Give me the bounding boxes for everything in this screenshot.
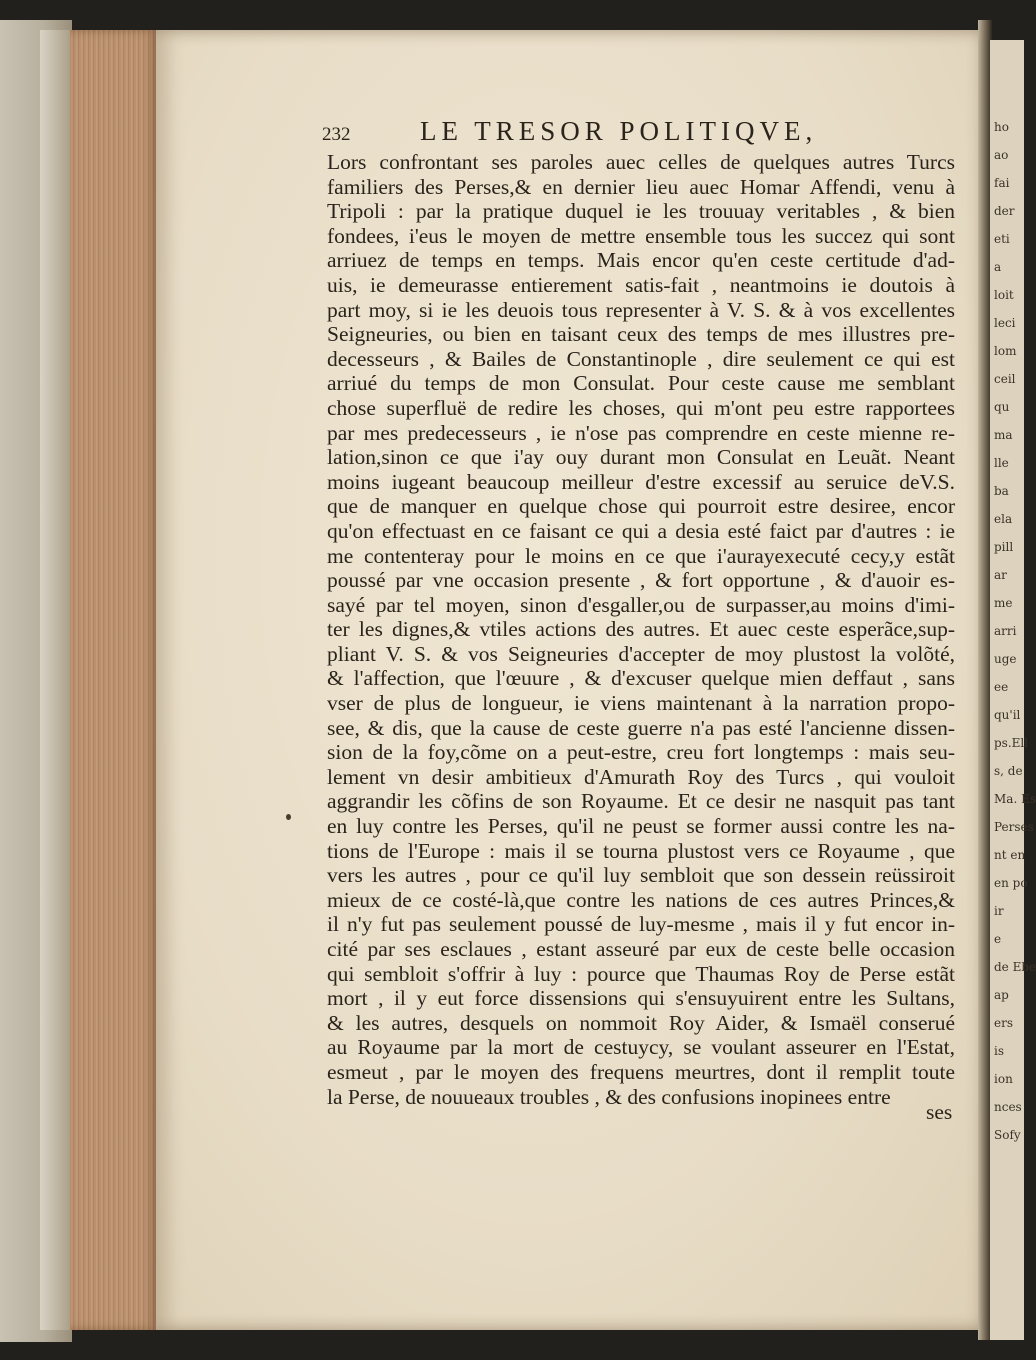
facing-page-text-fragment: ela [994, 512, 1013, 526]
facing-page-text-fragment: is [994, 1044, 1004, 1058]
facing-page-text-fragment: Ma. Es [994, 792, 1036, 806]
text-line: moins iugeant beaucoup meilleur d'estre excessif au seruice deV.S. [327, 469, 955, 494]
running-head-title: LE TRESOR POLITIQVE, [420, 116, 818, 146]
page-block-edges [70, 30, 158, 1330]
facing-page-text-fragment: nt en [994, 848, 1026, 862]
text-line: il n'y fut pas seulement poussé de luy-mesme , mais il y fut encor in- [327, 912, 955, 937]
facing-page-text-fragment: ba [994, 484, 1009, 498]
text-line: vser de plus de longueur, ie viens maintenant à la narration propo- [327, 691, 955, 716]
facing-page-text-fragment: uge [994, 652, 1017, 666]
facing-page-text-fragment: ma [994, 428, 1013, 442]
text-line: familiers des Perses,& en dernier lieu auec Homar Affendi, venu à [327, 174, 955, 199]
facing-page-text-fragment: e [994, 932, 1002, 946]
facing-page-text-fragment: nces [994, 1100, 1022, 1114]
text-line: ter les dignes,& vtiles actions des autres. Et auec ceste esperãce,sup- [327, 617, 955, 642]
text-line: mieux de ce costé-là,que contre les nations de ces autres Princes,& [327, 887, 955, 912]
facing-page-text-fragment: ar [994, 568, 1007, 582]
text-line: decesseurs , & Bailes de Constantinople , dire seulement ce qui est [327, 346, 955, 371]
catchword: ses [926, 1100, 953, 1124]
text-line: sayé par tel moyen, sinon d'esgaller,ou de surpasser,au moins d'imi- [327, 592, 955, 617]
body-text [327, 150, 967, 1109]
text-line: qui sembloit s'offrir à luy : pource que Thaumas Roy de Perse estãt [327, 961, 955, 986]
facing-page-text-fragment: leci [994, 316, 1016, 330]
facing-page-text-fragment: ao [994, 148, 1009, 162]
text-line: lement vn desir ambitieux d'Amurath Roy des Turcs , qui vouloit [327, 764, 955, 789]
facing-page-text-fragment: en po [994, 876, 1028, 890]
ink-spot [286, 814, 291, 820]
text-line: me contenteray pour le moins en ce que i'aurayexecuté cecy,y estãt [327, 543, 955, 568]
text-line: lation,sinon ce que i'ay ouy durant mon Consulat en Leuãt. Neant [327, 445, 955, 470]
facing-page-text-fragment: lom [994, 344, 1017, 358]
facing-page-text-fragment: me [994, 596, 1013, 610]
page-number: 232 [322, 124, 351, 145]
text-line: aggrandir les cõfins de son Royaume. Et ce desir ne nasquit pas tant [327, 789, 955, 814]
text-line: Lors confrontant ses paroles auec celles de quelques autres Turcs [327, 150, 955, 174]
text-line: arriué du temps de mon Consulat. Pour ceste cause me semblant [327, 371, 955, 396]
text-line: pliant V. S. & vos Seigneuries d'accepter de moy plustost la volõté, [327, 641, 955, 666]
facing-page-text-fragment: ee [994, 680, 1009, 694]
text-line: & l'affection, que l'œuure , & d'excuser quelque mien deffaut , sans [327, 666, 955, 691]
facing-page-text-fragment: der [994, 204, 1015, 218]
text-line: & les autres, desquels on nommoit Roy Aider, & Ismaël conserué [327, 1010, 955, 1035]
text-line: cité par ses esclaues , estant asseuré par eux de ceste belle occasion [327, 937, 955, 961]
facing-page-text-fragment: eti [994, 232, 1010, 246]
facing-page-text-fragment: ir [994, 904, 1004, 918]
facing-page-text-fragment: s, de [994, 764, 1023, 778]
text-line: Tripoli : par la pratique duquel ie les trouuay veritables , & bien [327, 199, 955, 224]
facing-page-text-fragment: Perses [994, 820, 1034, 834]
facing-page-text-fragment: qu'il [994, 708, 1021, 722]
facing-page-text-fragment: pill [994, 540, 1014, 554]
text-line: au Royaume par la mort de cestuycy, se voulant asseurer en l'Estat, [327, 1035, 955, 1060]
text-line: que de manquer en quelque chose qui pourroit estre desiree, encor [327, 494, 955, 519]
text-line: fondees, i'eus le moyen de mettre ensemble tous les succez qui sont [327, 223, 955, 248]
facing-page-text-fragment: Sofy [994, 1128, 1021, 1142]
text-line: arriuez de temps en temps. Mais encor qu'en ceste certitude d'ad- [327, 248, 955, 273]
facing-page-text-fragment: lle [994, 456, 1009, 470]
text-line: poussé par vne occasion presente , & fort opportune , & d'auoir es- [327, 568, 955, 593]
text-line: mort , il y eut force dissensions qui s'ensuyuirent entre les Sultans, [327, 986, 955, 1011]
facing-page-text-fragment: ap [994, 988, 1009, 1002]
book-cover-edge [40, 30, 72, 1330]
facing-page-text-fragment: a [994, 260, 1002, 274]
facing-page-text-fragment: ers [994, 1016, 1013, 1030]
text-line: uis, ie demeurasse entierement satis-fait , neantmoins ie doutois à [327, 272, 955, 297]
text-line: en luy contre les Perses, qu'il ne peust se former aussi contre les na- [327, 814, 955, 839]
facing-page-text-fragment: qu [994, 400, 1010, 414]
text-line: part moy, si ie les deuois tous representer à V. S. & à vos excellentes [327, 297, 955, 322]
facing-page-text-fragment: ps.Ell [994, 736, 1029, 750]
facing-page-text-fragment: ceil [994, 372, 1016, 386]
running-head [322, 116, 962, 150]
facing-page-fragment [990, 40, 1036, 1340]
facing-page-text-fragment: de Ebe [994, 960, 1036, 974]
text-line: chose superfluë de redire les choses, qui m'ont peu estre rapportees [327, 395, 955, 420]
text-line: tions de l'Europe : mais il se tourna plustost vers ce Royaume , que [327, 838, 955, 863]
text-line: sion de la foy,cõme on a peut-estre, creu fort longtemps : mais seu- [327, 740, 955, 765]
text-line: la Perse, de nouueaux troubles , & des confusions inopinees entre [327, 1084, 891, 1109]
text-line: par mes predecesseurs , ie n'ose pas comprendre en ceste mienne re- [327, 420, 955, 445]
facing-page-text-fragment: arri [994, 624, 1017, 638]
facing-page-text-fragment: ho [994, 120, 1009, 134]
text-line: see, & dis, que la cause de ceste guerre n'a pas esté l'ancienne dissen- [327, 715, 955, 740]
facing-page-text-fragment: ion [994, 1072, 1013, 1086]
text-line: Seigneuries, ou bien en taisant ceux des temps de mes illustres pre- [327, 322, 955, 347]
text-line: esmeut , par le moyen des frequens meurtres, dont il remplit toute [327, 1059, 955, 1084]
text-line: vers les autres , pour ce qu'il luy sembloit que son dessein reüssiroit [327, 863, 955, 888]
text-line: qu'on effectuast en ce faisant ce qui a desia esté faict par d'autres : ie [327, 518, 955, 543]
facing-page-text-fragment: loit [994, 288, 1014, 302]
facing-page-text-fragment: fai [994, 176, 1010, 190]
